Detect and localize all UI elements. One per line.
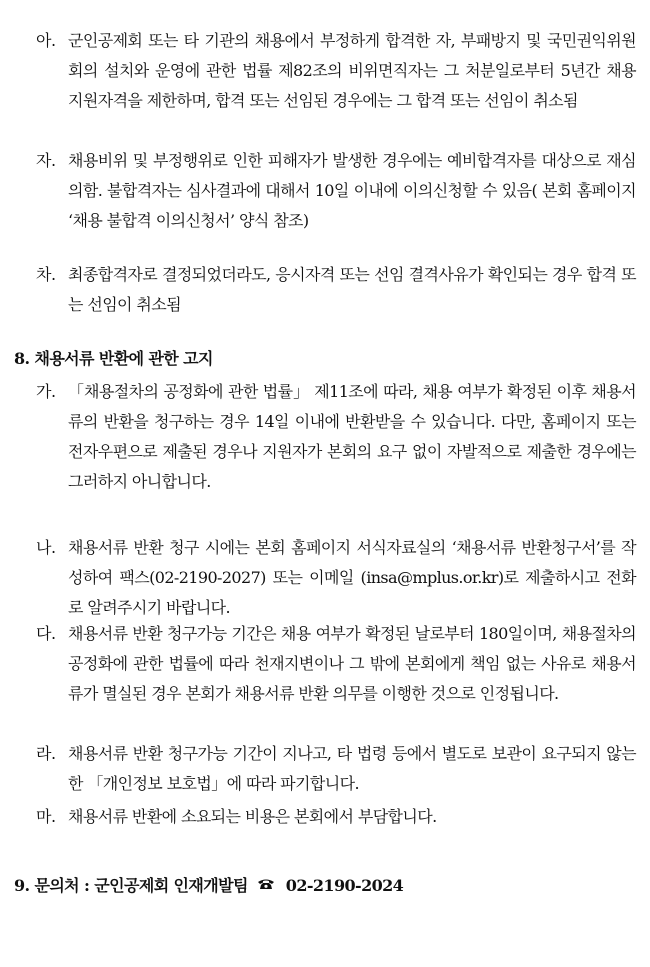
- item-marker: 자.: [36, 151, 56, 170]
- list-item-cha: [36, 260, 636, 320]
- contact-label: 9. 문의처 : 군인공제회 인재개발팀: [14, 876, 248, 895]
- item-text: 최종합격자로 결정되었더라도, 응시자격 또는 선임 결격사유가 확인되는 경우 합격 또는 선임이 취소됨: [68, 265, 636, 314]
- item-marker: 가.: [36, 382, 56, 401]
- item-text: 채용서류 반환에 소요되는 비용은 본회에서 부담합니다.: [68, 807, 437, 826]
- section-9-contact: [14, 870, 403, 903]
- contact-phone: 02-2190-2024: [285, 876, 404, 895]
- telephone-icon: [257, 870, 275, 900]
- section-8-item-da: [36, 619, 636, 709]
- item-marker: 라.: [36, 744, 56, 763]
- item-text: 채용서류 반환 청구가능 기간은 채용 여부가 확정된 날로부터 180일이며, 채용절차의 공정화에 관한 법률에 따라 천재지변이나 그 밖에 본회에게 책임 없는 사유로 채용서류가 멸실된 경우 본회가 채용서류 반환 의무를 이행한 것으로 인정됩니다.: [68, 624, 636, 703]
- list-item-ja: [36, 146, 636, 236]
- item-marker: 다.: [36, 624, 56, 643]
- section-8-heading: 8. 채용서류 반환에 관한 고지: [14, 349, 213, 368]
- item-marker: 차.: [36, 265, 56, 284]
- item-text: 군인공제회 또는 타 기관의 채용에서 부정하게 합격한 자, 부패방지 및 국민권익위원회의 설치와 운영에 관한 법률 제82조의 비위면직자는 그 처분일로부터 5년간 채용 지원자격을 제한하며, 합격 또는 선임된 경우에는 그 합격 또는 선임이 취소됨: [68, 31, 636, 110]
- item-text: 채용비위 및 부정행위로 인한 피해자가 발생한 경우에는 예비합격자를 대상으로 재심의함. 불합격자는 심사결과에 대해서 10일 이내에 이의신청할 수 있음( 본회 홈페이지 ‘채용 불합격 이의신청서’ 양식 참조): [68, 151, 636, 230]
- item-marker: 아.: [36, 31, 56, 50]
- section-8-item-na: [36, 533, 636, 623]
- item-text: 채용서류 반환 청구가능 기간이 지나고, 타 법령 등에서 별도로 보관이 요구되지 않는 한 「개인정보 보호법」에 따라 파기합니다.: [68, 744, 636, 793]
- section-8-item-ga: [36, 377, 636, 497]
- section-8-item-ra: [36, 739, 636, 799]
- section-8-item-ma: [36, 802, 636, 832]
- item-text: 「채용절차의 공정화에 관한 법률」 제11조에 따라, 채용 여부가 확정된 이후 채용서류의 반환을 청구하는 경우 14일 이내에 반환받을 수 있습니다. 다만, 홈페이지 또는 전자우편으로 제출된 경우나 지원자가 본회의 요구 없이 자발적으로 제출한 경우에는 그러하지 아니합니다.: [68, 382, 636, 491]
- item-marker: 나.: [36, 538, 56, 557]
- item-text: 채용서류 반환 청구 시에는 본회 홈페이지 서식자료실의 ‘채용서류 반환청구서’를 작성하여 팩스(02-2190-2027) 또는 이메일 (insa@mplus.or.kr)로 제출하시고 전화로 알려주시기 바랍니다.: [68, 538, 636, 617]
- list-item-a: [36, 26, 636, 116]
- item-marker: 마.: [36, 807, 56, 826]
